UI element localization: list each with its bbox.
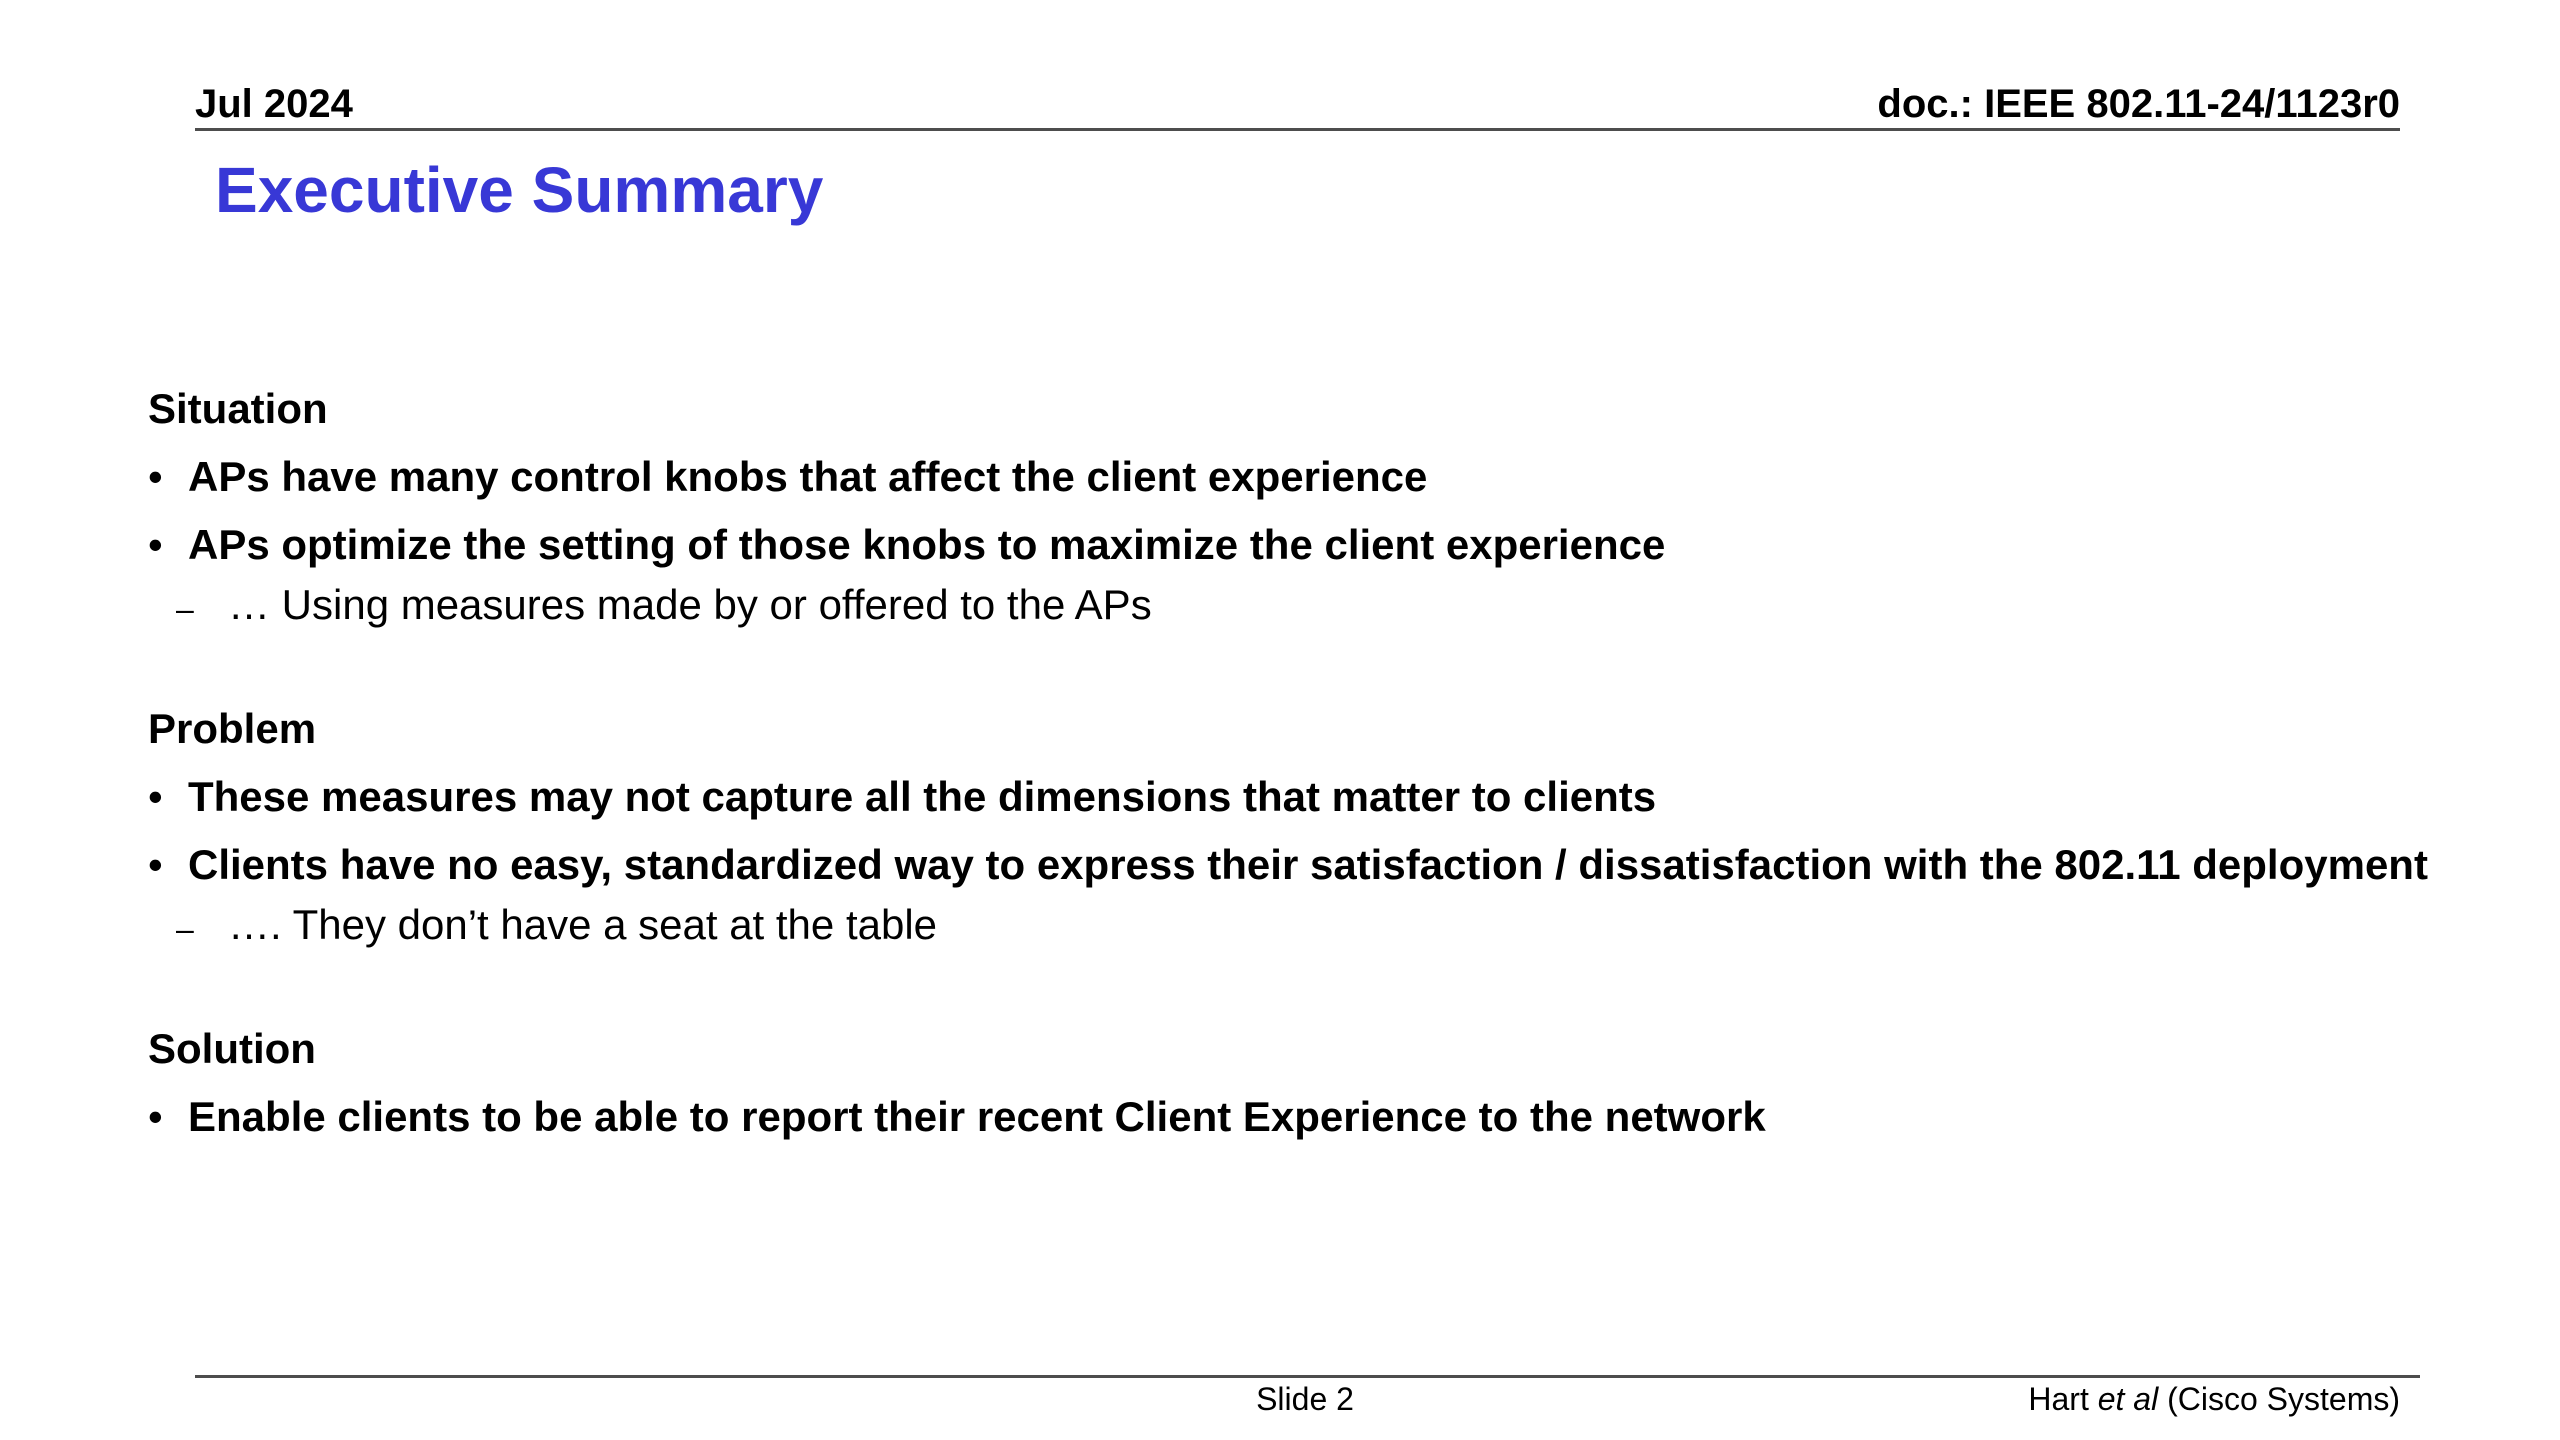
bullet-text: Enable clients to be able to report their recent Client Experience to the network [188, 1093, 1766, 1140]
author-etal: et al [2097, 1381, 2159, 1417]
sub-bullet-marker: – [176, 911, 194, 947]
slide-body [148, 385, 2428, 1159]
bullet-item [148, 519, 2428, 571]
bullet-text: Clients have no easy, standardized way to express their satisfaction / dissatisfaction with the 802.11 deployment [188, 841, 2428, 888]
bullet-marker: • [148, 1093, 163, 1140]
footer-divider [195, 1375, 2420, 1378]
section-solution [148, 1025, 2428, 1143]
header-document-id: doc.: IEEE 802.11-24/1123r0 [1877, 82, 2400, 126]
bullet-text: These measures may not capture all the dimensions that matter to clients [188, 773, 1657, 820]
bullet-item [148, 451, 2428, 503]
section-heading: Problem [148, 705, 317, 752]
section-situation [148, 385, 2428, 629]
bullet-text: APs optimize the setting of those knobs to maximize the client experience [188, 521, 1666, 568]
bullet-item [148, 1091, 2428, 1143]
slide-title: Executive Summary [215, 154, 824, 226]
section-heading: Situation [148, 385, 328, 432]
footer-author [2028, 1383, 2400, 1415]
bullet-item [148, 771, 2428, 823]
header-date: Jul 2024 [195, 82, 353, 126]
sub-bullet-text: … Using measures made by or offered to the APs [228, 581, 1152, 628]
bullet-marker: • [148, 841, 163, 888]
section-heading: Solution [148, 1025, 316, 1072]
sub-bullet-text: …. They don’t have a seat at the table [228, 901, 938, 948]
sub-bullet-item [148, 581, 2428, 629]
sub-bullet-item [148, 901, 2428, 949]
bullet-marker: • [148, 521, 163, 568]
author-org: (Cisco Systems) [2167, 1381, 2400, 1417]
header-divider [195, 128, 2400, 131]
bullet-item [148, 839, 2428, 891]
author-name: Hart [2028, 1381, 2089, 1417]
bullet-text: APs have many control knobs that affect the client experience [188, 453, 1428, 500]
sub-bullet-marker: – [176, 591, 194, 627]
bullet-marker: • [148, 773, 163, 820]
bullet-marker: • [148, 453, 163, 500]
slide-number: Slide 2 [1256, 1381, 1354, 1417]
section-problem [148, 705, 2428, 949]
